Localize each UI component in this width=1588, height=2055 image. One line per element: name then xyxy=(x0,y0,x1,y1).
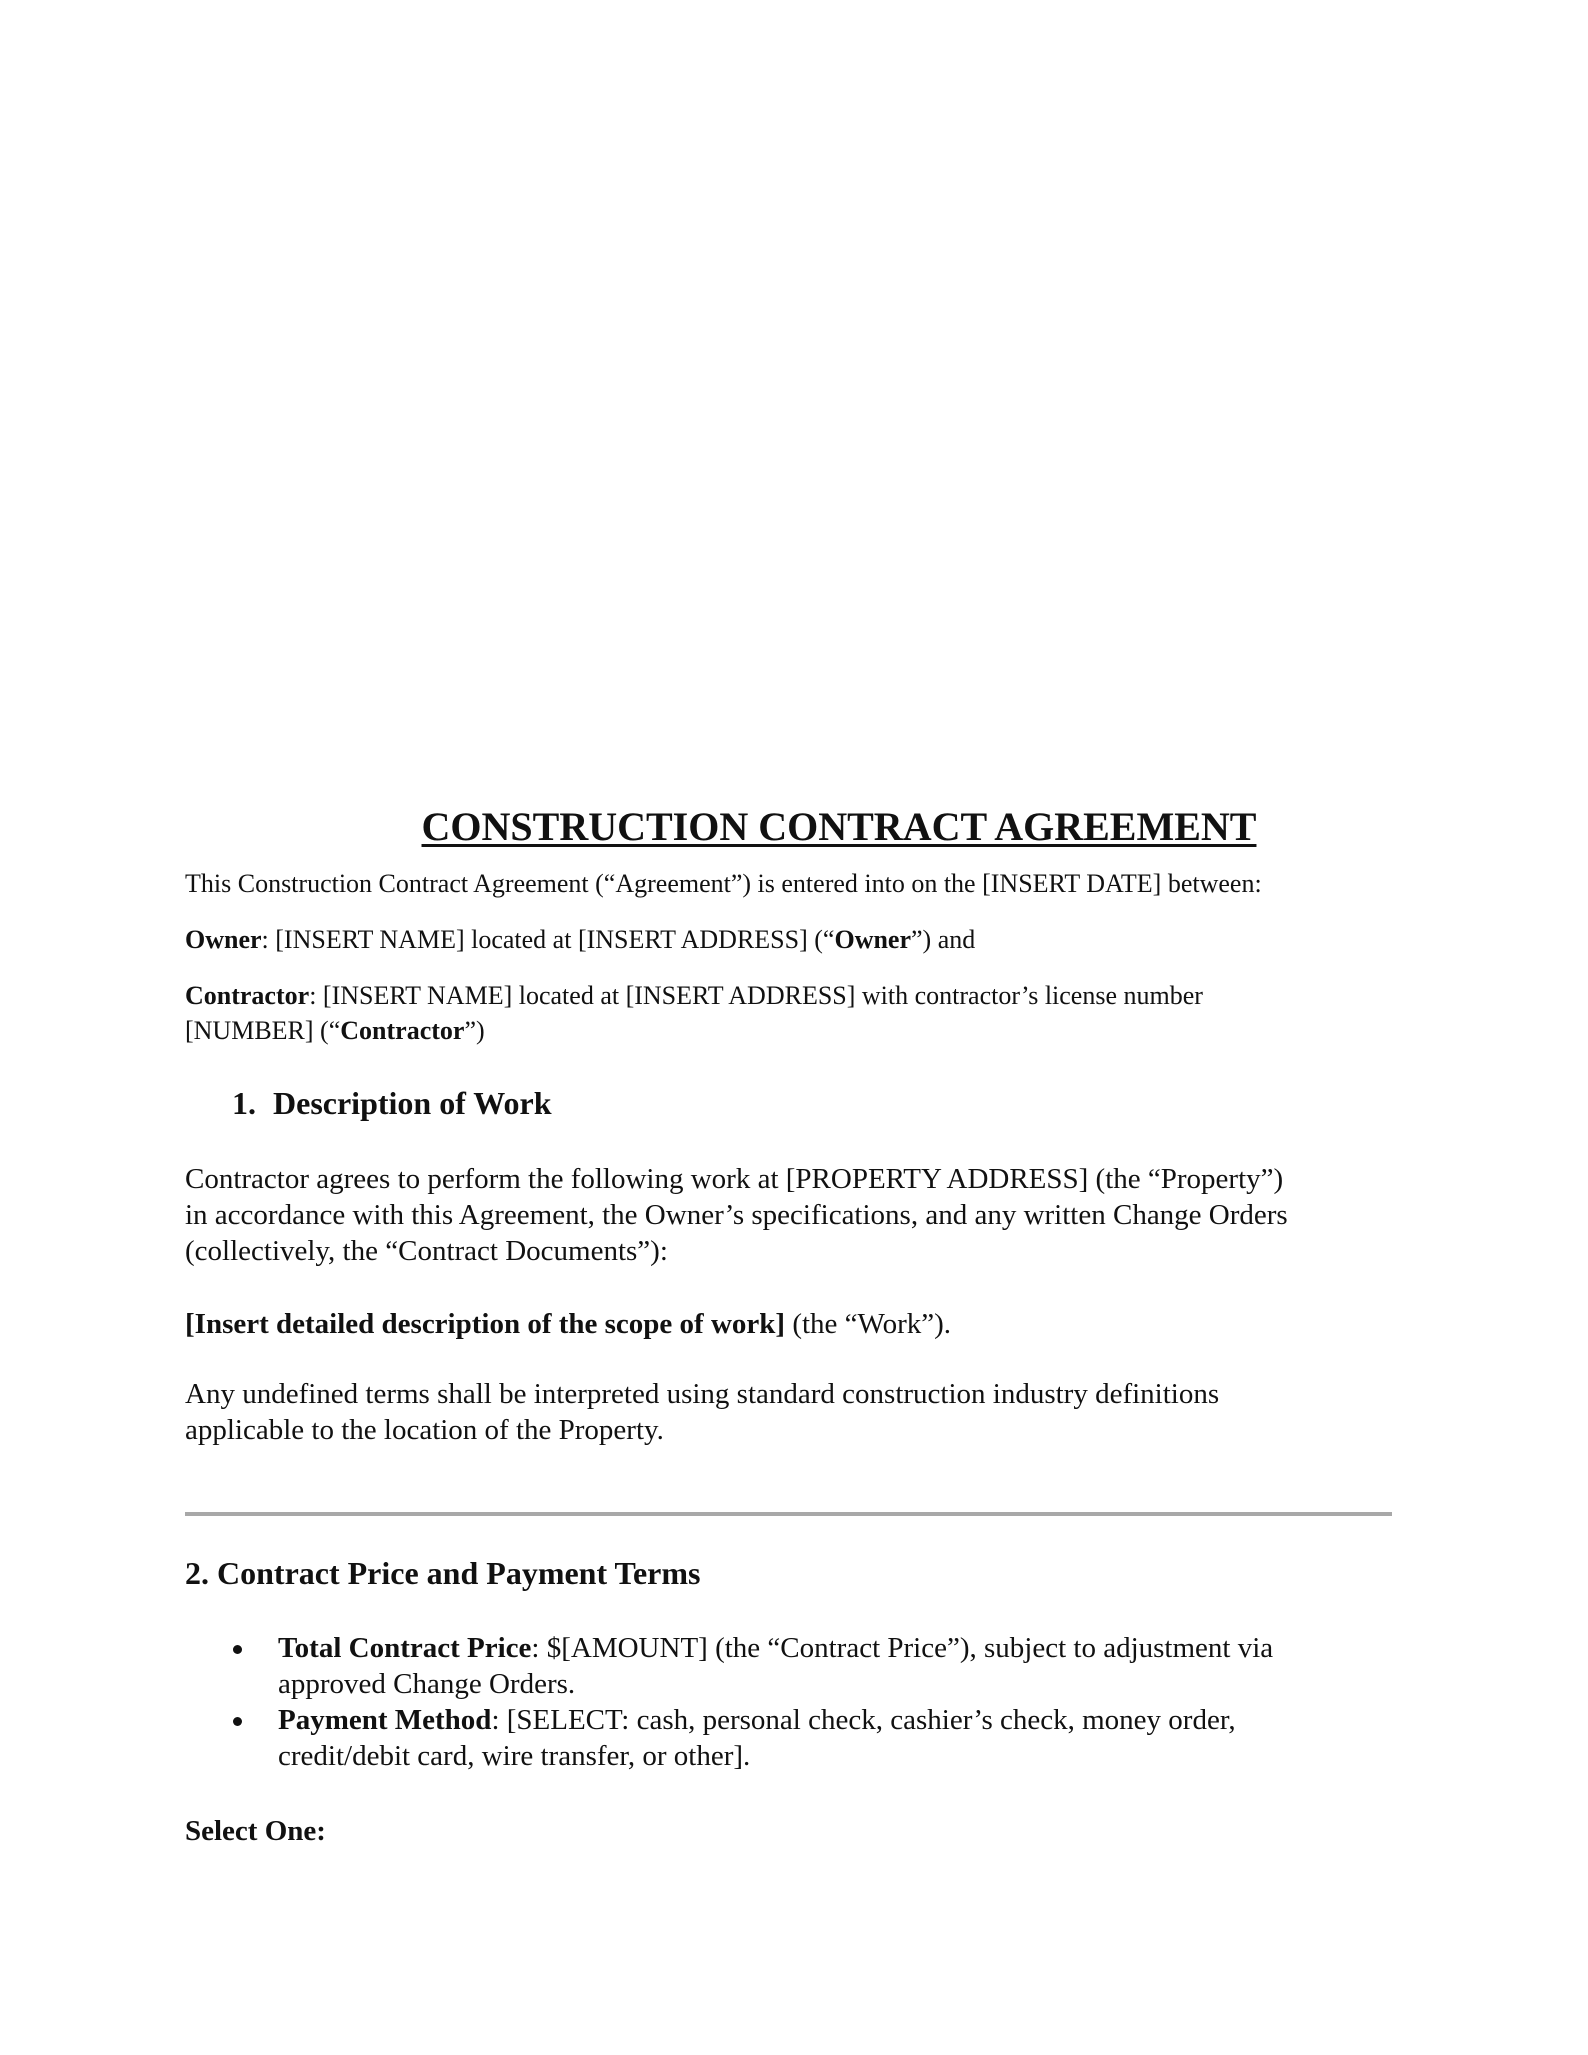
section-2-heading: 2. Contract Price and Payment Terms xyxy=(185,1555,701,1591)
section-1-title: Description of Work xyxy=(273,1085,552,1121)
owner-line xyxy=(185,922,975,957)
bullet-label: Payment Method xyxy=(278,1704,492,1736)
paragraph-line: Contractor agrees to perform the following work at [PROPERTY ADDRESS] (the “Property”) xyxy=(185,1163,1284,1195)
section-1-heading xyxy=(232,1085,552,1122)
bullet-icon xyxy=(233,1717,242,1726)
section-1-paragraph-1 xyxy=(185,1161,1288,1269)
owner-label-defined: Owner xyxy=(834,925,912,954)
contractor-label: Contractor xyxy=(185,981,310,1010)
list-item xyxy=(185,1630,1405,1702)
document-title: CONSTRUCTION CONTRACT AGREEMENT xyxy=(421,804,1257,849)
bullet-text: : [SELECT: cash, personal check, cashier’s check, money order, xyxy=(491,1704,1236,1736)
owner-label: Owner xyxy=(185,925,262,954)
payment-terms-list xyxy=(185,1630,1405,1774)
intro-paragraph: This Construction Contract Agreement (“Agreement”) is entered into on the [INSERT DATE] between: xyxy=(185,869,1262,898)
bullet-icon xyxy=(233,1645,242,1654)
contractor-number: [NUMBER] (“ xyxy=(185,1016,341,1045)
list-item xyxy=(185,1702,1405,1774)
contractor-text-end: ”) xyxy=(464,1016,485,1045)
paragraph-line: Any undefined terms shall be interpreted using standard construction industry definitions xyxy=(185,1378,1220,1410)
paragraph-line: (collectively, the “Contract Documents”): xyxy=(185,1235,668,1267)
scope-of-work-placeholder: [Insert detailed description of the scope of work] xyxy=(185,1308,786,1340)
bullet-text: : $[AMOUNT] (the “Contract Price”), subject to adjustment via xyxy=(531,1632,1274,1664)
paragraph-line: in accordance with this Agreement, the Owner’s specifications, and any written Change Orders xyxy=(185,1199,1288,1231)
paragraph-line: applicable to the location of the Property. xyxy=(185,1414,664,1446)
contractor-label-defined: Contractor xyxy=(340,1016,465,1045)
select-one-label: Select One: xyxy=(185,1815,326,1847)
section-divider xyxy=(185,1512,1392,1516)
contractor-text: : [INSERT NAME] located at [INSERT ADDRESS] with contractor’s license number xyxy=(309,981,1203,1010)
section-1-number: 1. xyxy=(232,1085,256,1121)
bullet-label: Total Contract Price xyxy=(278,1632,532,1664)
section-1-paragraph-3 xyxy=(185,1376,1219,1448)
scope-of-work-line xyxy=(185,1306,951,1342)
owner-text: : [INSERT NAME] located at [INSERT ADDRESS] (“ xyxy=(261,925,835,954)
contractor-line-1 xyxy=(185,978,1203,1013)
owner-text-end: ”) and xyxy=(911,925,976,954)
scope-of-work-suffix: (the “Work”). xyxy=(785,1308,952,1340)
bullet-text-continued: approved Change Orders. xyxy=(278,1668,576,1700)
bullet-text-continued: credit/debit card, wire transfer, or other]. xyxy=(278,1740,751,1772)
contractor-line-2 xyxy=(185,1013,485,1048)
